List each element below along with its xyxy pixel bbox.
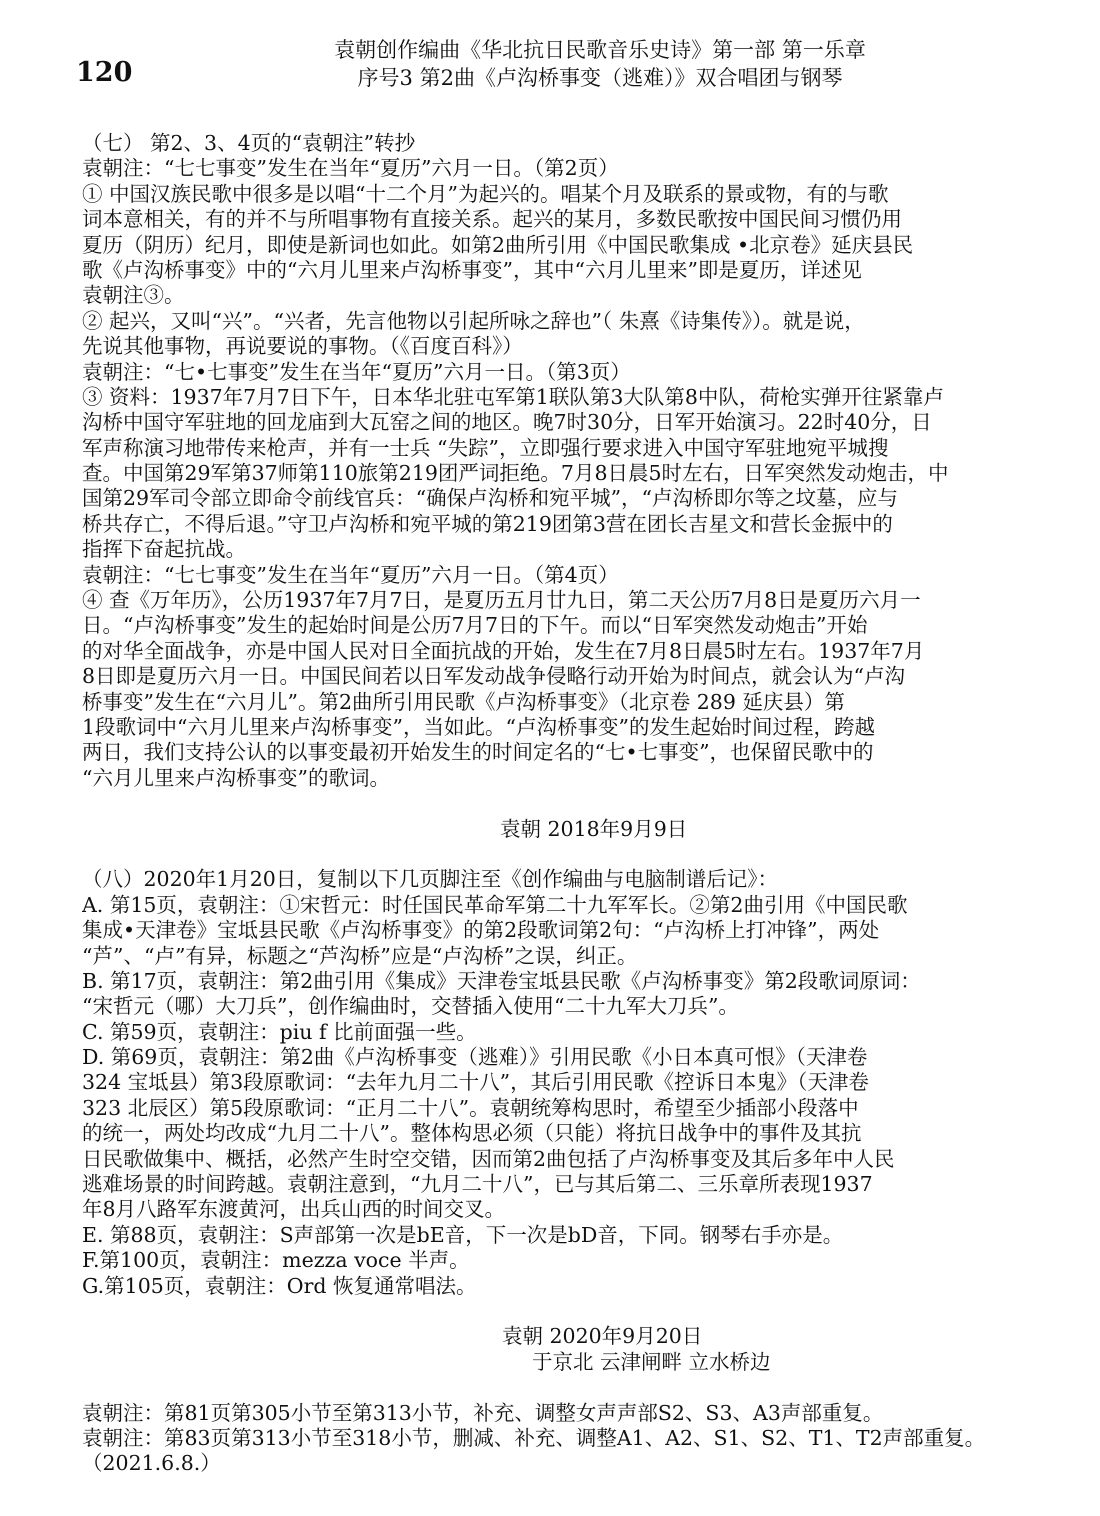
text-line: 集成•天津卷》宝坻县民歌《卢沟桥事变》的第2段歌词第2句：“卢沟桥上打冲锋”，两处	[82, 918, 880, 943]
text-line: “六月儿里来卢沟桥事变”的歌词。	[82, 765, 390, 790]
text-line: （2021.6.8.）	[82, 1451, 221, 1476]
signature-2018: 袁朝 2018年9月9日	[500, 816, 688, 841]
section-seven	[82, 131, 1007, 791]
text-line: “宋哲元（哪）大刀兵”，创作编曲时，交替插入使用“二十九军大刀兵”。	[82, 994, 739, 1019]
text-line: 袁朝注：“七•七事变”发生在当年“夏历”六月一日。（第3页）	[82, 359, 631, 384]
text-line: ③ 资料：1937年7月7日下午，日本华北驻屯军第1联队第3大队第8中队，荷枪实弹开往紧靠卢	[82, 384, 944, 409]
text-line: 国第29军司令部立即命令前线官兵：“确保卢沟桥和宛平城”，“卢沟桥即尔等之坟墓，应与	[82, 486, 899, 511]
text-line: C. 第59页，袁朝注：piu f 比前面强一些。	[82, 1019, 477, 1044]
text-line: 袁朝注：“七七事变”发生在当年“夏历”六月一日。（第4页）	[82, 562, 619, 587]
text-line: 323 北辰区）第5段原歌词：“正月二十八”。袁朝统筹构思时，希望至少插部小段落中	[82, 1095, 859, 1120]
text-line: A. 第15页，袁朝注：①宋哲元：时任国民革命军第二十九军军长。②第2曲引用《中国民歌	[82, 892, 908, 917]
text-line: 袁朝注③。	[82, 283, 185, 308]
text-line: 324 宝坻县）第3段原歌词：“去年九月二十八”，其后引用民歌《控诉日本鬼》（天津卷	[82, 1070, 869, 1095]
text-line: 袁朝注：第81页第305小节至第313小节，补充、调整女声声部S2、S3、A3声部重复。	[82, 1400, 884, 1425]
text-line: E. 第88页，袁朝注：S声部第一次是bE音，下一次是bD音，下同。钢琴右手亦是。	[82, 1222, 844, 1247]
signature-2020-date: 袁朝 2020年9月20日	[502, 1324, 703, 1349]
text-line: 指挥下奋起抗战。	[82, 537, 246, 562]
page-number: 120	[76, 57, 133, 88]
text-line: 袁朝注：第83页第313小节至318小节，删减、补充、调整A1、A2、S1、S2、T1、T2声部重复。	[82, 1425, 986, 1450]
text-line: D. 第69页，袁朝注：第2曲《卢沟桥事变（逃难）》引用民歌《小日本真可恨》（天津卷	[82, 1045, 868, 1070]
text-line: G.第105页，袁朝注：Ord 恢复通常唱法。	[82, 1273, 477, 1298]
text-line: 桥事变”发生在“六月儿”。第2曲所引用民歌《卢沟桥事变》（北京卷 289 延庆县）第	[82, 689, 845, 714]
text-line: 词本意相关，有的并不与所唱事物有直接关系。起兴的某月，多数民歌按中国民间习惯仍用	[82, 207, 902, 232]
text-line: 先说其他事物，再说要说的事物。（《百度百科》）	[82, 334, 523, 359]
header-title-line: 袁朝创作编曲《华北抗日民歌音乐史诗》第一部 第一乐章	[334, 38, 866, 62]
spacer	[82, 1299, 1007, 1324]
text-line: B. 第17页，袁朝注：第2曲引用《集成》天津卷宝坻县民歌《卢沟桥事变》第2段歌词原词：	[82, 968, 921, 993]
text-line: 8日即是夏历六月一日。中国民间若以日军发动战争侵略行动开始为时间点，就会认为“卢沟	[82, 664, 906, 689]
text-line: ④ 查《万年历》，公历1937年7月7日，是夏历五月廿九日，第二天公历7月8日是夏历六月一	[82, 588, 921, 613]
text-line: 两日，我们支持公认的以事变最初开始发生的时间定名的“七•七事变”，也保留民歌中的	[82, 740, 874, 765]
text-line: ② 起兴，又叫“兴”。“兴者，先言他物以引起所咏之辞也”（ 朱熹《诗集传》）。就是说，	[82, 308, 865, 333]
signature-2020-place: 于京北 云津闸畔 立水桥边	[532, 1349, 771, 1374]
text-line: F.第100页，袁朝注：mezza voce 半声。	[82, 1248, 470, 1273]
spacer	[82, 842, 1007, 867]
text-line: 歌《卢沟桥事变》中的“六月儿里来卢沟桥事变”，其中“六月儿里来”即是夏历，详述见	[82, 257, 862, 282]
spacer	[82, 1375, 1007, 1400]
closing-notes	[82, 1401, 1007, 1477]
text-line: 查。中国第29军第37师第110旅第219团严词拒绝。7月8日晨5时左右，日军突然发动炮击，中	[82, 461, 949, 486]
text-line: 军声称演习地带传来枪声，并有一士兵 “失踪”，立即强行要求进入中国守军驻地宛平城搜	[82, 435, 889, 460]
running-header	[200, 36, 1000, 92]
text-line: 日。“卢沟桥事变”发生的起始时间是公历7月7日的下午。而以“日军突然发动炮击”开始	[82, 613, 868, 638]
header-subtitle-line: 序号3 第2曲《卢沟桥事变（逃难）》双合唱团与钢琴	[357, 66, 843, 90]
text-line: 夏历（阴历）纪月，即使是新词也如此。如第2曲所引用《中国民歌集成 •北京卷》延庆县民	[82, 232, 914, 257]
document-body	[82, 131, 1007, 1477]
text-line: 的统一，两处均改成“九月二十八”。整体构思必须（只能）将抗日战争中的事件及其抗	[82, 1121, 862, 1146]
section-eight	[82, 867, 1007, 1299]
text-line: 沟桥中国守军驻地的回龙庙到大瓦窑之间的地区。晚7时30分，日军开始演习。22时40分，日	[82, 410, 932, 435]
text-line: 袁朝注：“七七事变”发生在当年“夏历”六月一日。（第2页）	[82, 156, 619, 181]
text-line: ① 中国汉族民歌中很多是以唱“十二个月”为起兴的。唱某个月及联系的景或物，有的与歌	[82, 181, 889, 206]
text-line: “芦”、“卢”有异，标题之“芦沟桥”应是“卢沟桥”之误，纠正。	[82, 943, 638, 968]
text-line: 日民歌做集中、概括，必然产生时空交错，因而第2曲包括了卢沟桥事变及其后多年中人民	[82, 1146, 895, 1171]
text-line: 年8月八路军东渡黄河，出兵山西的时间交叉。	[82, 1197, 506, 1222]
spacer	[82, 791, 1007, 816]
text-line: 1段歌词中“六月儿里来卢沟桥事变”，当如此。“卢沟桥事变”的发生起始时间过程，跨越	[82, 714, 875, 739]
text-line: 桥共存亡，不得后退。”守卫卢沟桥和宛平城的第219团第3营在团长吉星文和营长金振中的	[82, 511, 893, 536]
text-line: （八）2020年1月20日，复制以下几页脚注至《创作编曲与电脑制谱后记》：	[82, 867, 779, 892]
text-line: 的对华全面战争，亦是中国人民对日全面抗战的开始，发生在7月8日晨5时左右。1937年7月	[82, 638, 925, 663]
text-line: （七） 第2、3、4页的“袁朝注”转抄	[82, 131, 416, 155]
text-line: 逃难场景的时间跨越。袁朝注意到，“九月二十八”，已与其后第二、三乐章所表现1937	[82, 1172, 873, 1197]
